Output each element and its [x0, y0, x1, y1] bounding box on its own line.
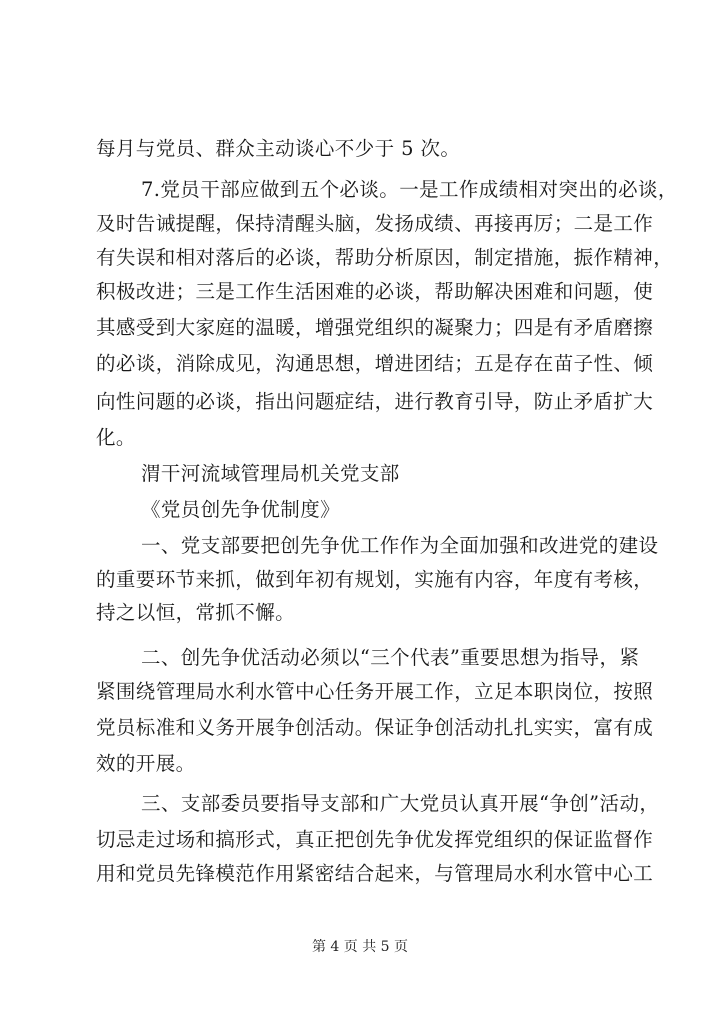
- text-line: 党员标准和义务开展争创活动。保证争创活动扎扎实实，富有成: [96, 716, 654, 739]
- text-line: 效的开展。: [96, 752, 196, 775]
- text-line: 持之以恒，常抓不懈。: [96, 601, 296, 624]
- text-line: 切忌走过场和搞形式，真正把创先争优发挥党组织的保证监督作: [96, 828, 654, 851]
- text-line: 三、支部委员要指导支部和广大党员认真开展“争创”活动，: [141, 792, 660, 815]
- text-line: 的必谈，消除成见，沟通思想，增进团结；五是存在苗子性、倾: [96, 352, 654, 375]
- text-line: 用和党员先锋模范作用紧密结合起来，与管理局水利水管中心工: [96, 862, 654, 885]
- text-line: 其感受到大家庭的温暖，增强党组织的凝聚力；四是有矛盾磨擦: [96, 316, 654, 339]
- text-line: 每月与党员、群众主动谈心不少于 5 次。: [96, 137, 461, 160]
- text-line: 向性问题的必谈，指出问题症结，进行教育引导，防止矛盾扩大: [96, 390, 654, 413]
- organization-name: 渭干河流域管理局机关党支部: [141, 462, 400, 485]
- text-line: 及时告诫提醒，保持清醒头脑，发扬成绩、再接再厉；二是工作: [96, 212, 654, 235]
- text-line: 化。: [96, 426, 136, 449]
- page-number-footer: 第 4 页 共 5 页: [311, 939, 409, 955]
- text-line: 的重要环节来抓，做到年初有规划，实施有内容，年度有考核，: [96, 568, 654, 591]
- text-line: 二、创先争优活动必须以“三个代表”重要思想为指导，紧: [141, 646, 640, 669]
- text-line: 7.党员干部应做到五个必谈。一是工作成绩相对突出的必谈，: [141, 178, 678, 201]
- text-line: 紧围绕管理局水利水管中心任务开展工作，立足本职岗位，按照: [96, 680, 654, 703]
- text-line: 一、党支部要把创先争优工作作为全面加强和改进党的建设: [141, 534, 659, 557]
- text-line: 有失误和相对落后的必谈，帮助分析原因，制定措施，振作精神，: [96, 246, 674, 269]
- text-line: 积极改进；三是工作生活困难的必谈，帮助解决困难和问题，使: [96, 280, 654, 303]
- document-title: 《党员创先争优制度》: [141, 498, 341, 521]
